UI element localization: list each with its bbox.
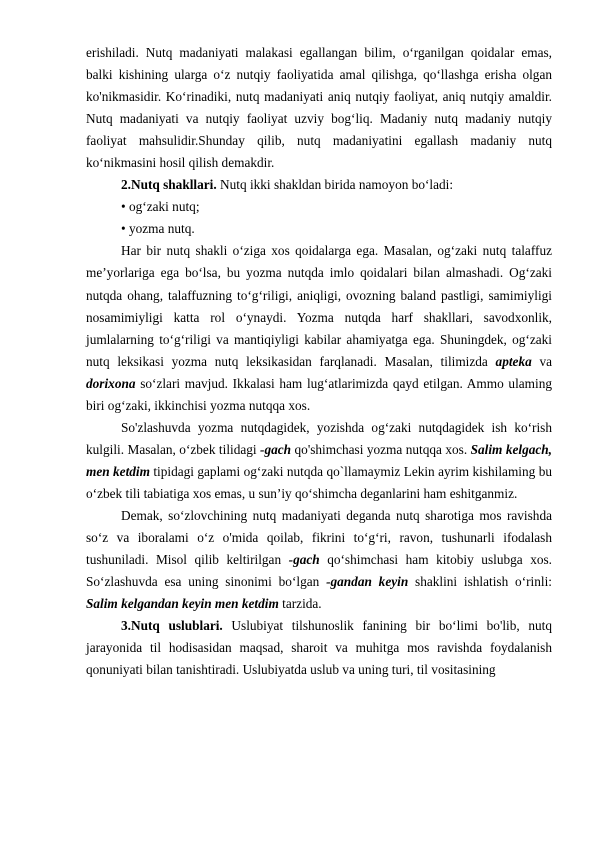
text-run: tipidagi gaplami og‘zaki nutqda qo`llamaymiz Lekin ayrim kishilaming bu o‘zbek tili tabiatiga xos emas, u sun’iy qo‘shimcha deganlarini ham eshitganmiz. [86, 463, 552, 501]
text-run: tarzida. [278, 596, 322, 612]
paragraph [86, 505, 552, 615]
text-run: erishiladi. Nutq madaniyati malakasi egallangan bilim, o‘rganilgan qoidalar emas, balki kishining ularga o‘z nutqiy faoliyatida amal qilishga, qo‘llashga erisha olgan ko'nikmasidir. Ko‘rinadiki, nutq madaniyati aniq nutqiy faoliyat, aniq nutqiy amaldir. Nutq madaniyati va nutqiy faoliyat uzviy bog‘liq. Madaniy nutq madaniy nutqiy faoliyat mahsulidir.Shunday qilib, nutq madaniyatini egallash madaniy nutq ko‘nikmasini hosil qilish demakdir. [86, 45, 552, 171]
emphasis-term: -gandan keyin [326, 574, 409, 590]
bold-heading: 2.Nutq shakllari. [121, 177, 217, 193]
paragraph [86, 42, 552, 174]
paragraph [86, 174, 552, 196]
paragraph [86, 417, 552, 505]
text-run: so‘zlari mavjud. Ikkalasi ham lug‘atlarimizda qayd etilgan. Ammo ulaming biri og‘zaki, ikkinchisi yozma nutqqa xos. [86, 375, 552, 413]
emphasis-term: dorixona [86, 375, 136, 391]
bold-heading: 3.Nutq uslublari. [121, 618, 223, 634]
text-run: va [531, 353, 553, 369]
paragraph [86, 240, 552, 416]
text-run: So'zlashuvda yozma nutqdagidek, yozishda og‘zaki nutqdagidek ish ko‘rish kulgili. Masalan, o‘zbek tilidagi [86, 419, 552, 457]
text-run: • yozma nutq. [121, 221, 195, 237]
text-run: qo‘shimchasi ham kitobiy uslubga xos. So‘zlashuvda esa uning sinonimi bo‘lgan [86, 552, 552, 590]
body-text [86, 42, 552, 681]
emphasis-term: -gach [260, 441, 292, 457]
emphasis-term: Salim kelgandan keyin men ketdim [86, 596, 279, 612]
text-run: shaklini ishlatish o‘rinli: [408, 574, 552, 590]
emphasis-term: apteka [495, 353, 532, 369]
paragraph [86, 196, 552, 218]
text-run: qo'shimchasi yozma nutqqa xos. [291, 441, 471, 457]
text-run: Demak, so‘zlovchining nutq madaniyati deganda nutq sharotiga mos ravishda so‘z va iboralami o‘z o'mida qoilab, fikrini to‘g‘ri, ravon, tushunarli ifodalash tushuniladi. Misol qilib keltirilgan [86, 507, 552, 568]
paragraph [86, 615, 552, 681]
text-run: Nutq ikki shakldan birida namoyon bo‘ladi: [216, 177, 454, 193]
emphasis-term: -gach [288, 552, 320, 568]
text-run: • og‘zaki nutq; [121, 199, 200, 215]
text-run: Uslubiyat tilshunoslik fanining bir bo‘limi bo'lib, nutq jarayonida til hodisasidan maqsad, sharoit va muhitga mos ravishda foydalanish qonuniyati bilan tanishtiradi. Uslubiyatda uslub va uning turi, til vositasining [86, 618, 553, 678]
text-run: Har bir nutq shakli o‘ziga xos qoidalarga ega. Masalan, og‘zaki nutq talaffuz me’yorlariga ega bo‘lsa, bu yozma nutqda imlo qoidalari bilan almashadi. Og‘zaki nutqda ohang, talaffuzning to‘g‘riligi, aniqligi, ovozning baland pastligi, samimiyligi nosamimiyligi katta rol o‘ynaydi. Yozma nutqda harf shakllari, savodxonlik, jumlalarning to‘g‘riligi va mantiqiyligi kabilar ahamiyatga ega. Shuningdek, og‘zaki nutq leksikasi yozma nutq leksikasidan farqlanadi. Masalan, tilimizda [86, 243, 552, 369]
paragraph [86, 218, 552, 240]
emphasis-term: Salim kelgach, men ketdim [86, 441, 552, 479]
